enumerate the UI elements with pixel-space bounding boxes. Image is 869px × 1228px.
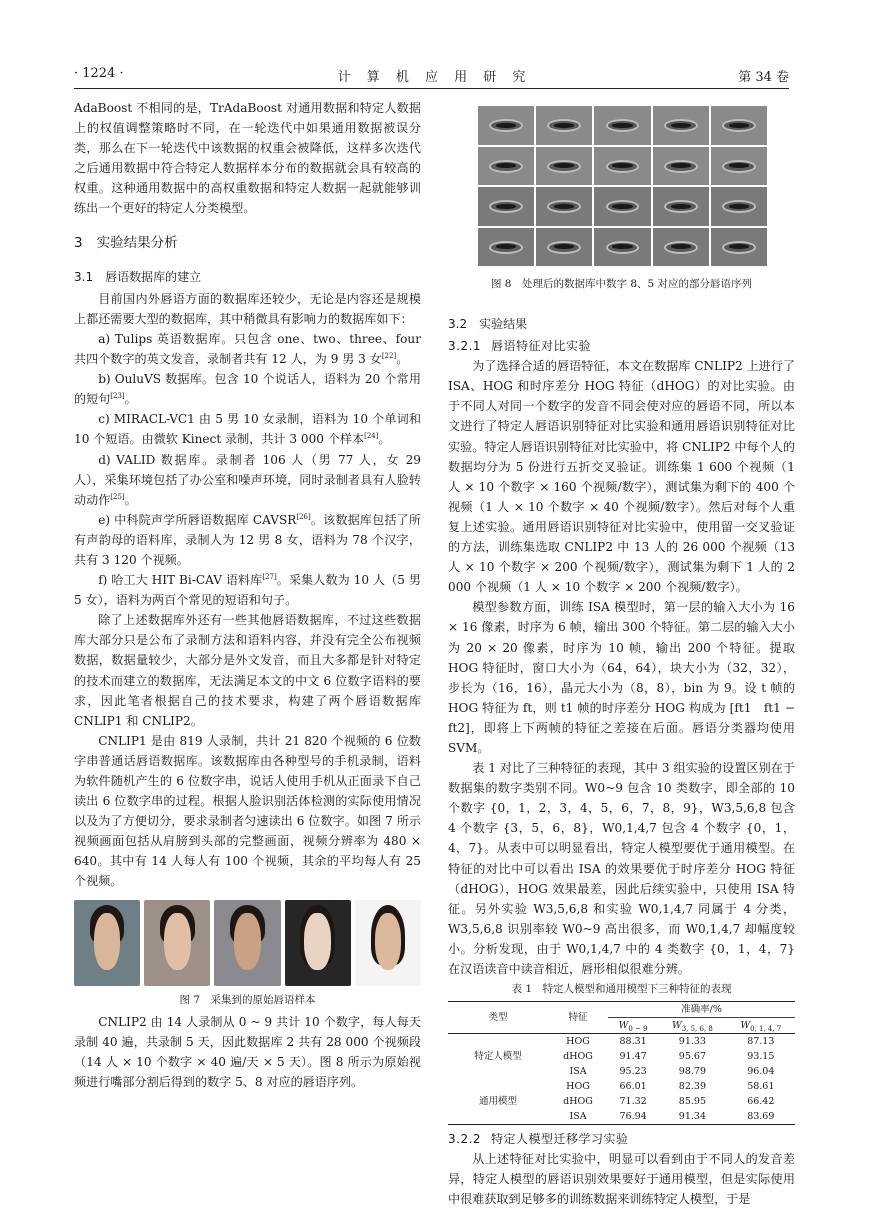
col-accuracy: 准确率/% <box>608 1002 795 1018</box>
value-cell: 66.42 <box>747 1096 775 1108</box>
value-cell: 96.04 <box>747 1066 775 1078</box>
paragraph: 目前国内外唇语方面的数据库还较少，无论是内容还是规模上都还需要大型的数据库，其中稍微具有影响力的数据库如下： <box>74 291 421 326</box>
mouth-opening <box>612 163 632 168</box>
page-header <box>0 0 869 92</box>
section-3-1-heading <box>74 267 421 287</box>
figure-8-caption: 图 8 处理后的数据库中数字 8、5 对应的部分唇语序列 <box>490 278 753 290</box>
w-symbol: W <box>740 1020 751 1032</box>
paragraph: 除了上述数据库外还有一些其他唇语数据库，不过这些数据库大部分只是公布了录制方法和语料内容，并没有完全公布视频数据，数据量较少，大部分是外文发音，而且大多都是针对特定的技术而建立的数据库，无法满足本文的中文 6 位数字语料的要求，因此笔者根据自己的技术要求，构建了两个唇语数据库 CNLIP1 和 CNLIP2。 <box>74 613 421 728</box>
section-3-2-1-heading <box>448 336 795 356</box>
value-cell: 87.13 <box>727 1034 795 1050</box>
list-item: d) VALID 数据库。录制者 106 人（男 77 人，女 29 人），采集环境包括了办公室和噪声环境，同时录制者具有人脸转动动作[25]。 <box>74 452 421 507</box>
lip-frame <box>653 187 709 226</box>
item-text: 。该数据库包括了所有声韵母的语料库，录制人为 12 男 8 女，语料为 78 个汉字，共有 3 120 个视频。 <box>74 512 421 567</box>
lip-frame <box>478 187 534 226</box>
citation: [25] <box>110 492 125 501</box>
item-text: 。采集人数为 10 人（5 男 5 女），语料为两百个常见的短语和句子。 <box>74 573 422 608</box>
value-cell: 76.94 <box>608 1109 658 1125</box>
figure-8-lip-grid <box>478 106 767 266</box>
lip-frame <box>594 187 650 226</box>
section-number: 3.2 <box>448 317 468 331</box>
speaker-photo <box>355 900 421 986</box>
lip-frame <box>478 228 534 267</box>
speaker-photo <box>74 900 140 986</box>
value-cell: 66.01 <box>619 1081 647 1093</box>
lip-frame <box>594 147 650 186</box>
value-cell: 58.61 <box>747 1081 775 1093</box>
mouth-opening <box>729 244 749 249</box>
table-row <box>448 1034 795 1050</box>
lip-frame <box>536 228 592 267</box>
lip-frame <box>594 106 650 145</box>
citation: [23] <box>110 392 125 401</box>
value-cell: 83.69 <box>727 1109 795 1125</box>
header-rule <box>74 88 789 89</box>
value-cell: 98.79 <box>678 1066 706 1078</box>
mouth-opening <box>671 244 691 249</box>
mouth-opening <box>554 123 574 128</box>
speaker-photo <box>144 900 210 986</box>
lip-frame <box>711 106 767 145</box>
col-w-0-9 <box>608 1018 658 1034</box>
w-subscript: 3, 5, 6, 8 <box>681 1024 713 1033</box>
value-cell: 91.47 <box>619 1051 647 1063</box>
mouth-opening <box>612 244 632 249</box>
item-text: a) Tulips 英语数据库。只包含 one、two、three、four 共四个数字的英文发音，录制者共有 12 人，为 9 男 3 女 <box>74 331 421 367</box>
left-column <box>74 98 421 1092</box>
feature-cell: HOG <box>548 1034 608 1050</box>
item-text: b) OuluVS 数据库。包含 10 个说话人，语料为 20 个常用的短句 <box>74 372 421 407</box>
value-cell: 82.39 <box>678 1081 706 1093</box>
face-shape <box>304 913 330 970</box>
figure-7-photos <box>74 900 421 986</box>
table-row <box>448 1079 795 1094</box>
table-header-row <box>448 1002 795 1018</box>
value-cell: 85.95 <box>678 1096 706 1108</box>
w-subscript: 0, 1, 4, 7 <box>750 1024 782 1033</box>
lip-frame <box>711 147 767 186</box>
col-w-3568 <box>658 1018 726 1034</box>
section-3-2-2-heading <box>448 1129 795 1149</box>
figure-7-caption: 图 7 采集到的原始唇语样本 <box>179 993 316 1006</box>
col-feature: 特征 <box>548 1002 608 1034</box>
section-number: 3.1 <box>74 269 94 284</box>
section-title: 实验结果 <box>479 317 528 331</box>
paragraph: 为了选择合适的唇语特征，本文在数据库 CNLIP2 上进行了 ISA、HOG 和时序差分 HOG 特征（dHOG）的对比实验。由于不同人对同一个数字的发音不同会使对应的唇语不同，所以本文进行了特定人唇语识别特征对比实验和通用唇语识别特征对比实验。特定人唇语识别特征对比实验中，将 CNLIP2 中每个人的数据均分为 5 份进行五折交叉验证。训练集 1 600 个视频（1 人 × 10 个数字 × 160 个视频/数字），测试集为剩下的 400 个视频（1 人 × 10 个数字 × 40 个视频/数字）。然后对每个人重复上述实验。通用唇语识别特征对比实验中，使用留一交叉验证的方法，训练集选取 CNLIP2 中 13 人的 26 000 个视频（13 人 × 10 个数字 × 200 个视频/数字），测试集为剩下 1 人的 2 000 个视频（1 人 × 10 个数字 × 200 个视频/数字）。 <box>448 359 795 595</box>
section-title: 实验结果分析 <box>96 234 178 251</box>
item-text: d) VALID 数据库。录制者 106 人（男 77 人，女 29 人），采集环境包括了办公室和噪声环境，同时录制者具有人脸转动动作 <box>74 452 421 507</box>
paragraph: CNLIP2 由 14 人录制从 0 ~ 9 共计 10 个数字，每人每天录制 40 遍，共录制 5 天，因此数据库 2 共有 28 000 个视频段（14 人 × 10 个数字 × 40 遍/天 × 5 天）。图 8 所示为原始视频进行嘴部分割后得到的数字 5、8 对应的唇语序列。 <box>74 1014 421 1089</box>
paragraph: 表 1 对比了三种特征的表现，其中 3 组实验的设置区别在于数据集的数字类别不同。W0~9 包含 10 类数字，即全部的 10 个数字 {0，1，2，3，4，5，6，7，8，9}，W3,5,6,8 包含 4 个数字 {3，5，6，8}，W0,1,4,7 包含 4 个数字 {0，1，4，7}。从表中可以明显看出，特定人模型要优于通用模型。在特征的对比中可以看出 ISA 的效果要优于时序差分 HOG 特征（dHOG），HOG 效果最差，因此后续实验中，只使用 ISA 特征。另外实验 W3,5,6,8 和实验 W0,1,4,7 同属于 4 分类，W3,5,6,8 识别率较 W0~9 高出很多，而 W0,1,4,7 却幅度较小。分析发现，由于 W0,1,4,7 中的 4 类数字 {0，1，4，7} 在汉语读音中读音相近，唇形相似很难分辨。 <box>448 761 795 976</box>
section-title: 唇语数据库的建立 <box>105 269 202 284</box>
mouth-opening <box>612 204 632 209</box>
mouth-opening <box>671 163 691 168</box>
value-cell: 91.33 <box>658 1034 726 1050</box>
feature-cell: ISA <box>548 1109 608 1125</box>
speaker-photo <box>214 900 280 986</box>
mouth-opening <box>671 204 691 209</box>
value-cell: 95.23 <box>619 1066 647 1078</box>
lip-frame <box>711 228 767 267</box>
item-text: c) MIRACL-VC1 由 5 男 10 女录制，语料为 10 个单词和 10 个短语。由微软 Kinect 录制，共计 3 000 个样本 <box>74 412 421 447</box>
lip-frame <box>536 106 592 145</box>
section-title: 唇语特征对比实验 <box>491 339 592 354</box>
speaker-photo <box>285 900 351 986</box>
journal-title: 计 算 机 应 用 研 究 <box>337 70 532 85</box>
w-symbol: W <box>618 1020 629 1032</box>
paragraph: CNLIP1 是由 819 人录制，共计 21 820 个视频的 6 位数字串普通话唇语数据库。该数据库由各种型号的手机录制，语料为软件随机产生的 6 位数字串，说话人使用手机从正面录下自己读出 6 位数字串的过程。根据人脸识别活体检测的实际使用情况以及为了方便切分，要求录制者匀速读出 6 位数字。如图 7 所示视频画面包括从肩膀到头部的完整画面，视频分辨率为 480 × 640。其中有 14 人每人有 100 个视频，其余的平均每人有 25 个视频。 <box>74 733 421 889</box>
face-shape <box>375 913 401 970</box>
list-item: c) MIRACL-VC1 由 5 男 10 女录制，语料为 10 个单词和 10 个短语。由微软 Kinect 录制，共计 3 000 个样本[24]。 <box>74 412 421 447</box>
table-1 <box>448 1001 795 1125</box>
lip-frame <box>653 228 709 267</box>
paragraph: 模型参数方面，训练 ISA 模型时，第一层的输入大小为 16 × 16 像素，时序为 6 帧，输出 300 个特征。第二层的输入大小为 20 × 20 像素，时序为 10 帧，输出 200 个特征。提取 HOG 特征时，窗口大小为（64，64），块大小为（32，32），步长为（16，16），晶元大小为（8，8），bin 为 9。设 t 帧的 HOG 特征为 ft，则 t1 帧的时序差分 HOG 构成为 [ft1 ft1 − ft2]，即将上下两帧的特征之差接在后面。唇语分类器均使用 SVM。 <box>448 600 795 755</box>
value-cell: 71.32 <box>619 1096 647 1108</box>
item-text: f) 哈工大 HIT Bi-CAV 语料库 <box>98 573 263 588</box>
value-cell: 88.31 <box>608 1034 658 1050</box>
table-1-caption: 表 1 特定人模型和通用模型下三种特征的表现 <box>511 983 732 996</box>
intro-paragraph: AdaBoost 不相同的是，TrAdaBoost 对通用数据和特定人数据上的权值调整策略时不同，在一轮迭代中如果通用数据被误分类，那么在下一轮迭代中该数据的权重会被降低，这样多次迭代之后通用数据中符合特定人数据样本分布的数据就会具有较高的权重。这种通用数据中的高权重数据和特定人数据一起就能够训练出一个更好的特定人分类模型。 <box>74 101 421 216</box>
mouth-opening <box>496 123 516 128</box>
lip-frame <box>478 147 534 186</box>
item-text: e) 中科院声学所唇语数据库 CAVSR <box>98 512 297 527</box>
citation: [26] <box>296 512 311 521</box>
lip-frame <box>536 187 592 226</box>
face-shape <box>164 913 190 970</box>
list-item: a) Tulips 英语数据库。只包含 one、two、three、four 共四个数字的英文发音，录制者共有 12 人，为 9 男 3 女[22]。 <box>74 331 421 367</box>
citation: [27] <box>262 573 277 582</box>
col-w-0147 <box>727 1018 795 1034</box>
citation: [24] <box>364 432 379 441</box>
lip-frame <box>711 187 767 226</box>
face-shape <box>94 913 120 970</box>
mouth-opening <box>729 204 749 209</box>
feature-cell: HOG <box>566 1081 590 1093</box>
list-item: b) OuluVS 数据库。包含 10 个说话人，语料为 20 个常用的短句[23]。 <box>74 372 421 407</box>
section-3-2-heading <box>448 314 795 334</box>
page-number: · 1224 · <box>74 66 124 81</box>
paragraph: 从上述特征对比实验中，明显可以看到由于不同人的发音差异，特定人模型的唇语识别效果要好于通用模型，但是实际使用中很难获取到足够多的训练数据来训练特定人模型，于是 <box>448 1152 795 1207</box>
lip-frame <box>594 228 650 267</box>
feature-cell: ISA <box>569 1066 587 1078</box>
w-symbol: W <box>671 1020 682 1032</box>
lip-frame <box>536 147 592 186</box>
face-shape <box>234 913 260 970</box>
mouth-opening <box>729 123 749 128</box>
section-title: 特定人模型迁移学习实验 <box>491 1132 629 1147</box>
list-item <box>74 570 421 610</box>
right-column <box>448 312 795 1209</box>
value-cell: 93.15 <box>747 1051 775 1063</box>
section-3-heading <box>74 233 421 253</box>
list-item <box>74 510 421 570</box>
mouth-opening <box>612 123 632 128</box>
mouth-opening <box>496 204 516 209</box>
col-type: 类型 <box>448 1002 548 1034</box>
lip-frame <box>653 106 709 145</box>
lip-frame <box>653 147 709 186</box>
mouth-opening <box>729 163 749 168</box>
mouth-opening <box>671 123 691 128</box>
mouth-opening <box>554 204 574 209</box>
section-number: 3 <box>74 234 83 251</box>
feature-cell: dHOG <box>563 1051 593 1063</box>
feature-cell: dHOG <box>563 1096 593 1108</box>
group-label: 通用模型 <box>448 1079 548 1125</box>
volume-label: 第 34 卷 <box>738 70 789 85</box>
value-cell: 95.67 <box>678 1051 706 1063</box>
section-number: 3.2.2 <box>448 1132 482 1147</box>
section-number: 3.2.1 <box>448 339 482 354</box>
value-cell: 91.34 <box>658 1109 726 1125</box>
group-label: 特定人模型 <box>448 1034 548 1080</box>
lip-frame <box>478 106 534 145</box>
citation: [22] <box>381 352 397 360</box>
w-subscript: 0 ~ 9 <box>628 1024 648 1033</box>
